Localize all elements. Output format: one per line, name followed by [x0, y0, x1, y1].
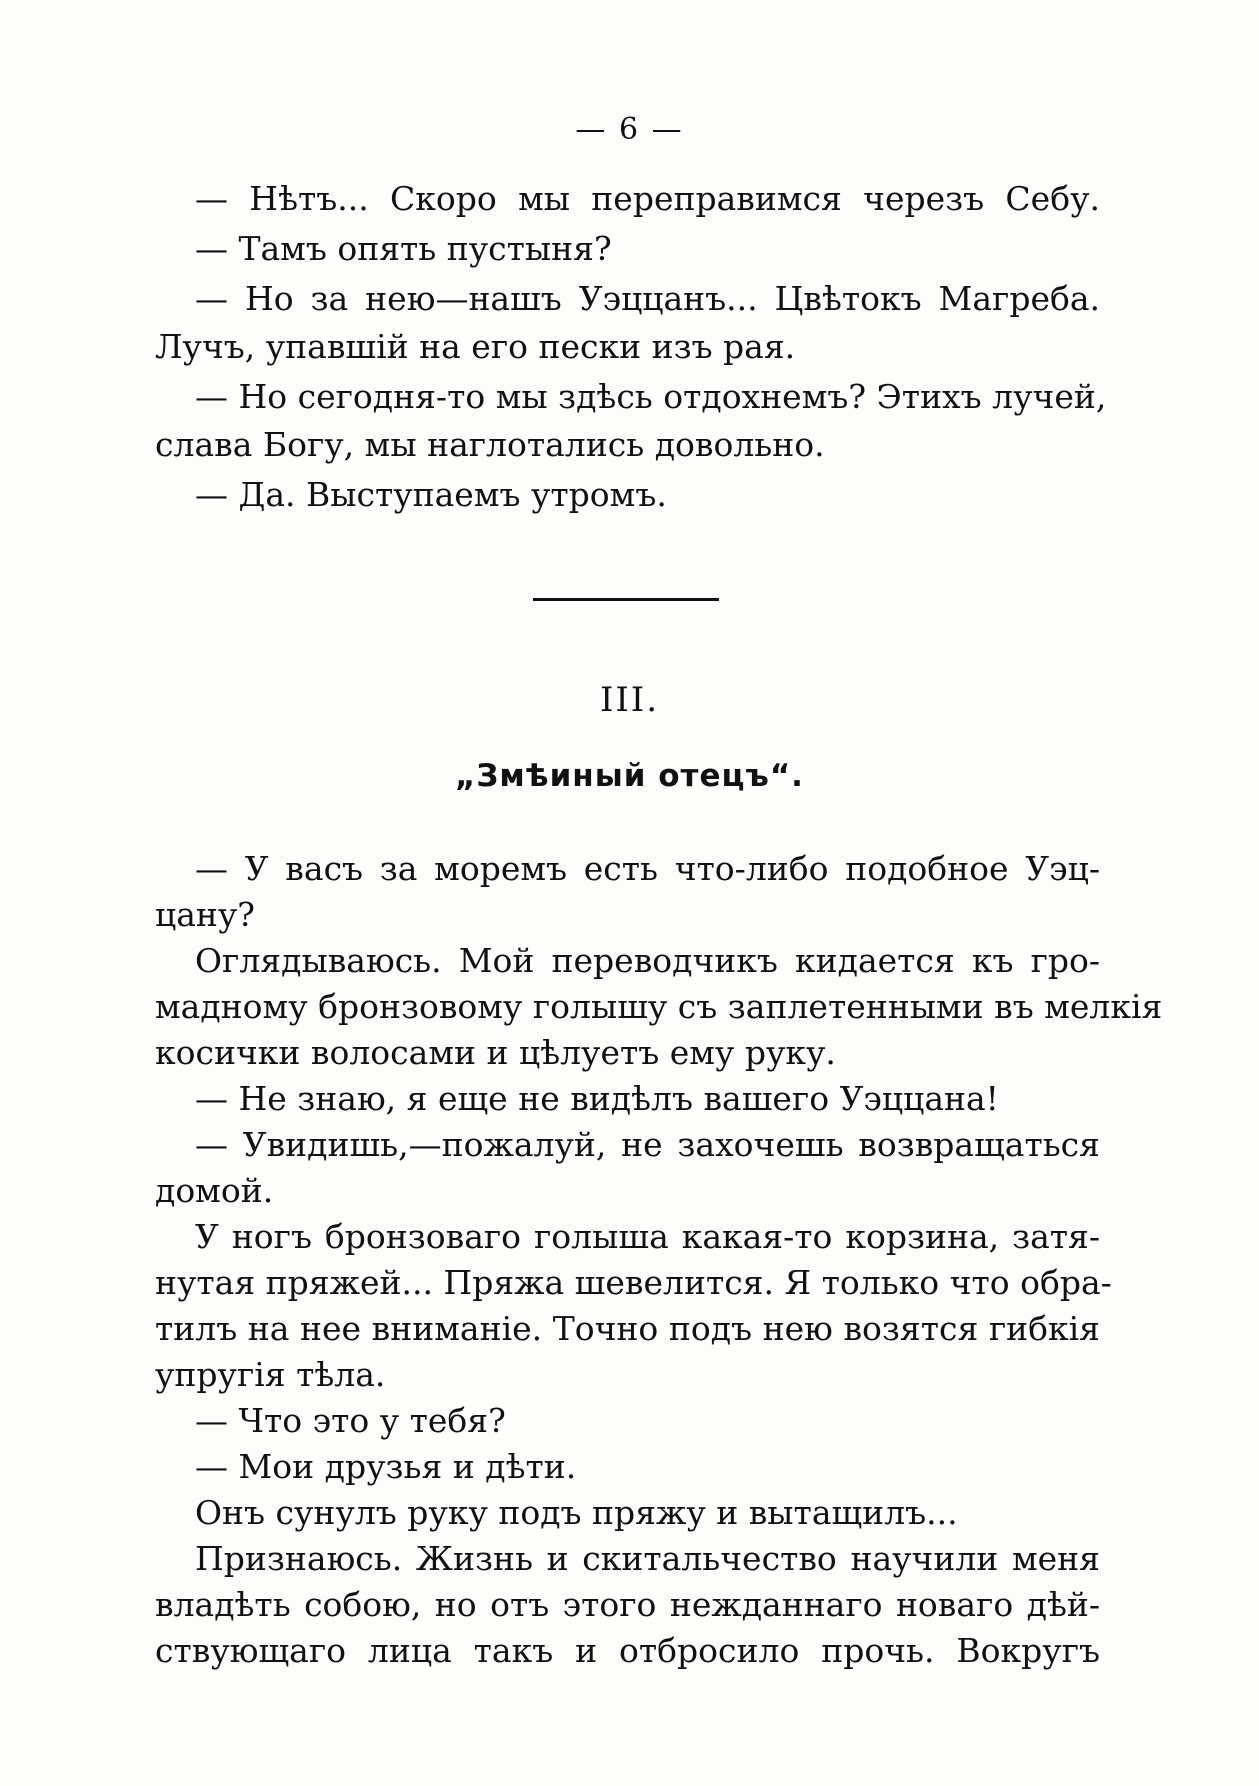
section-two-text: [155, 846, 1163, 1674]
text-line: — Увидишь,—пожалуй, не захочешь возвращаться: [195, 1125, 1100, 1164]
text-line: упругія тѣла.: [155, 1355, 386, 1394]
text-line: — Нѣтъ... Скоро мы переправимся черезъ Себу.: [195, 179, 1100, 218]
text-line: — У васъ за моремъ есть что-либо подобное Уэц-: [195, 849, 1100, 888]
text-line: слава Богу, мы наглотались довольно.: [155, 425, 825, 464]
text-line: — Не знаю, я еще не видѣлъ вашего Уэццана!: [195, 1079, 999, 1118]
text-line: цану?: [155, 895, 255, 934]
text-line: нутая пряжей... Пряжа шевелится. Я только что обра-: [155, 1263, 1112, 1302]
chapter-number: III.: [599, 680, 660, 720]
text-line: тилъ на нее вниманіе. Точно подъ нею возятся гибкія: [155, 1309, 1100, 1348]
text-line: Оглядываюсь. Мой переводчикъ кидается къ гро-: [195, 941, 1100, 980]
text-line: — Но сегодня-то мы здѣсь отдохнемъ? Этихъ лучей,: [195, 377, 1107, 416]
page-number: — 6 —: [575, 112, 684, 147]
text-line: владѣть собою, но отъ этого нежданнаго новаго дѣй-: [155, 1585, 1100, 1624]
section-one-text: [155, 176, 1107, 514]
text-line: мадному бронзовому голышу съ заплетенными въ мелкія: [155, 987, 1163, 1026]
text-line: косички волосами и цѣлуетъ ему руку.: [155, 1033, 836, 1072]
section-divider: [533, 598, 719, 601]
text-line: — Да. Выступаемъ утромъ.: [195, 475, 667, 514]
text-line: Лучъ, упавшій на его пески изъ рая.: [155, 327, 796, 366]
text-line: Онъ сунулъ руку подъ пряжу и вытащилъ...: [195, 1493, 958, 1532]
text-line: Признаюсь. Жизнь и скитальчество научили меня: [195, 1539, 1100, 1578]
text-line: ствующаго лица такъ и отбросило прочь. Вокругъ: [155, 1631, 1100, 1670]
text-line: — Мои друзья и дѣти.: [195, 1447, 577, 1486]
text-line: — Тамъ опять пустыня?: [195, 229, 612, 268]
text-line: У ногъ бронзоваго голыша какая-то корзина, затя-: [195, 1217, 1100, 1256]
chapter-title: „Змѣиный отецъ“.: [455, 758, 804, 794]
text-line: — Что это у тебя?: [195, 1401, 506, 1440]
text-line: домой.: [155, 1171, 274, 1210]
text-line: — Но за нею—нашъ Уэццанъ... Цвѣтокъ Магреба.: [195, 279, 1100, 318]
